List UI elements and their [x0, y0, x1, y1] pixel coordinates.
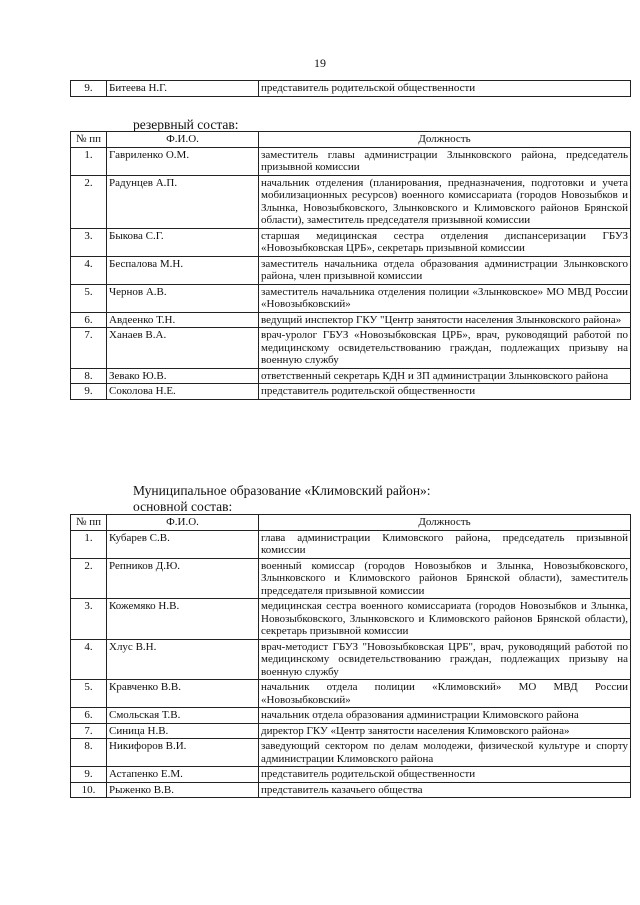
table-row	[71, 739, 631, 767]
table-row	[71, 384, 631, 400]
header-name: Ф.И.О.	[107, 515, 259, 531]
table-row	[71, 639, 631, 680]
klimovsky-subheading: основной состав:	[133, 499, 233, 514]
row-position: старшая медицинская сестра отделения диспансеризации ГБУЗ «Новозыбковская ЦРБ», секретарь призывной комиссии	[259, 228, 631, 256]
table-row	[71, 767, 631, 783]
row-position: представитель родительской общественности	[259, 384, 631, 400]
table-row	[71, 723, 631, 739]
row-position: начальник отделения (планирования, предназначения, подготовки и учета мобилизационных ресурсов) военного комиссариата (городов Новозыбков и Злынка, Новозыбковского, Злынковского и Климовского районов Брянской области), заместитель председателя призывной комиссии	[259, 175, 631, 228]
table-row	[71, 312, 631, 328]
row-name: Битеева Н.Г.	[107, 81, 259, 97]
row-position: заместитель начальника отделения полиции «Злынковское» МО МВД России «Новозыбковский»	[259, 284, 631, 312]
table-row	[71, 680, 631, 708]
reserve-table	[70, 131, 631, 400]
row-number: 8.	[71, 739, 107, 767]
row-name: Рыженко В.В.	[107, 782, 259, 798]
row-number: 9.	[71, 81, 107, 97]
row-name: Радунцев А.П.	[107, 175, 259, 228]
table-row	[71, 782, 631, 798]
row-position: врач-методист ГБУЗ "Новозыбковская ЦРБ", врач, руководящий работой по медицинскому освидетельствованию граждан, подлежащих призыву на военную службу	[259, 639, 631, 680]
row-number: 1.	[71, 530, 107, 558]
row-position: ответственный секретарь КДН и ЗП администрации Злынковского района	[259, 368, 631, 384]
table-row	[71, 708, 631, 724]
row-number: 6.	[71, 708, 107, 724]
table-row	[71, 284, 631, 312]
row-number: 3.	[71, 228, 107, 256]
row-name: Быкова С.Г.	[107, 228, 259, 256]
row-position: врач-уролог ГБУЗ «Новозыбковская ЦРБ», врач, руководящий работой по медицинскому освидетельствованию граждан, подлежащих призыву на военную службу	[259, 328, 631, 369]
klimovsky-table	[70, 514, 631, 798]
header-name: Ф.И.О.	[107, 132, 259, 148]
row-number: 9.	[71, 767, 107, 783]
reserve-heading: резервный состав:	[133, 117, 239, 132]
header-num: № пп	[71, 515, 107, 531]
row-name: Астапенко Е.М.	[107, 767, 259, 783]
row-position: медицинская сестра военного комиссариата (городов Новозыбков и Злынка, Новозыбковского, Злынковского и Климовского районов Брянской области), секретарь призывной комиссии	[259, 599, 631, 640]
row-position: директор ГКУ «Центр занятости населения Климовского района»	[259, 723, 631, 739]
row-number: 1.	[71, 147, 107, 175]
table-row	[71, 599, 631, 640]
table-row	[71, 328, 631, 369]
row-position: заведующий сектором по делам молодежи, физической культуре и спорту администрации Климовского района	[259, 739, 631, 767]
table-row	[71, 256, 631, 284]
row-name: Авдеенко Т.Н.	[107, 312, 259, 328]
row-number: 5.	[71, 284, 107, 312]
row-position: военный комиссар (городов Новозыбков и Злынка, Новозыбковского, Злынковского и Климовского районов Брянской области), заместитель председателя призывной комиссии	[259, 558, 631, 599]
row-name: Никифоров В.И.	[107, 739, 259, 767]
row-name: Зевако Ю.В.	[107, 368, 259, 384]
row-name: Гавриленко О.М.	[107, 147, 259, 175]
row-number: 4.	[71, 639, 107, 680]
header-position: Должность	[259, 515, 631, 531]
table-row	[71, 81, 631, 97]
row-position: представитель казачьего общества	[259, 782, 631, 798]
row-name: Соколова Н.Е.	[107, 384, 259, 400]
table-header-row	[71, 515, 631, 531]
row-number: 10.	[71, 782, 107, 798]
row-name: Беспалова М.Н.	[107, 256, 259, 284]
row-name: Кожемяко Н.В.	[107, 599, 259, 640]
table-row	[71, 368, 631, 384]
table-row	[71, 147, 631, 175]
table-header-row	[71, 132, 631, 148]
header-position: Должность	[259, 132, 631, 148]
row-name: Хлус В.Н.	[107, 639, 259, 680]
row-name: Синица Н.В.	[107, 723, 259, 739]
row-position: представитель родительской общественности	[259, 81, 631, 97]
row-name: Смольская Т.В.	[107, 708, 259, 724]
row-position: ведущий инспектор ГКУ "Центр занятости населения Злынковского района»	[259, 312, 631, 328]
row-position: глава администрации Климовского района, председатель призывной комиссии	[259, 530, 631, 558]
row-number: 5.	[71, 680, 107, 708]
klimovsky-heading: Муниципальное образование «Климовский район»:	[133, 483, 431, 498]
row-position: заместитель главы администрации Злынковского района, председатель призывной комиссии	[259, 147, 631, 175]
row-number: 6.	[71, 312, 107, 328]
row-name: Репников Д.Ю.	[107, 558, 259, 599]
table-row	[71, 228, 631, 256]
row-number: 7.	[71, 723, 107, 739]
row-position: начальник отдела полиции «Климовский» МО МВД России «Новозыбковский»	[259, 680, 631, 708]
row-number: 7.	[71, 328, 107, 369]
row-position: начальник отдела образования администрации Климовского района	[259, 708, 631, 724]
table-row	[71, 558, 631, 599]
row-number: 4.	[71, 256, 107, 284]
row-position: заместитель начальника отдела образования администрации Злынковского района, член призывной комиссии	[259, 256, 631, 284]
row-name: Ханаев В.А.	[107, 328, 259, 369]
page-number: 19	[314, 56, 326, 70]
row-number: 2.	[71, 558, 107, 599]
table-row	[71, 175, 631, 228]
row-number: 8.	[71, 368, 107, 384]
table-row	[71, 530, 631, 558]
row-name: Кравченко В.В.	[107, 680, 259, 708]
header-num: № пп	[71, 132, 107, 148]
row-name: Чернов А.В.	[107, 284, 259, 312]
row-position: представитель родительской общественности	[259, 767, 631, 783]
row-name: Кубарев С.В.	[107, 530, 259, 558]
row-number: 3.	[71, 599, 107, 640]
row-number: 9.	[71, 384, 107, 400]
row-number: 2.	[71, 175, 107, 228]
top-table	[70, 80, 631, 97]
